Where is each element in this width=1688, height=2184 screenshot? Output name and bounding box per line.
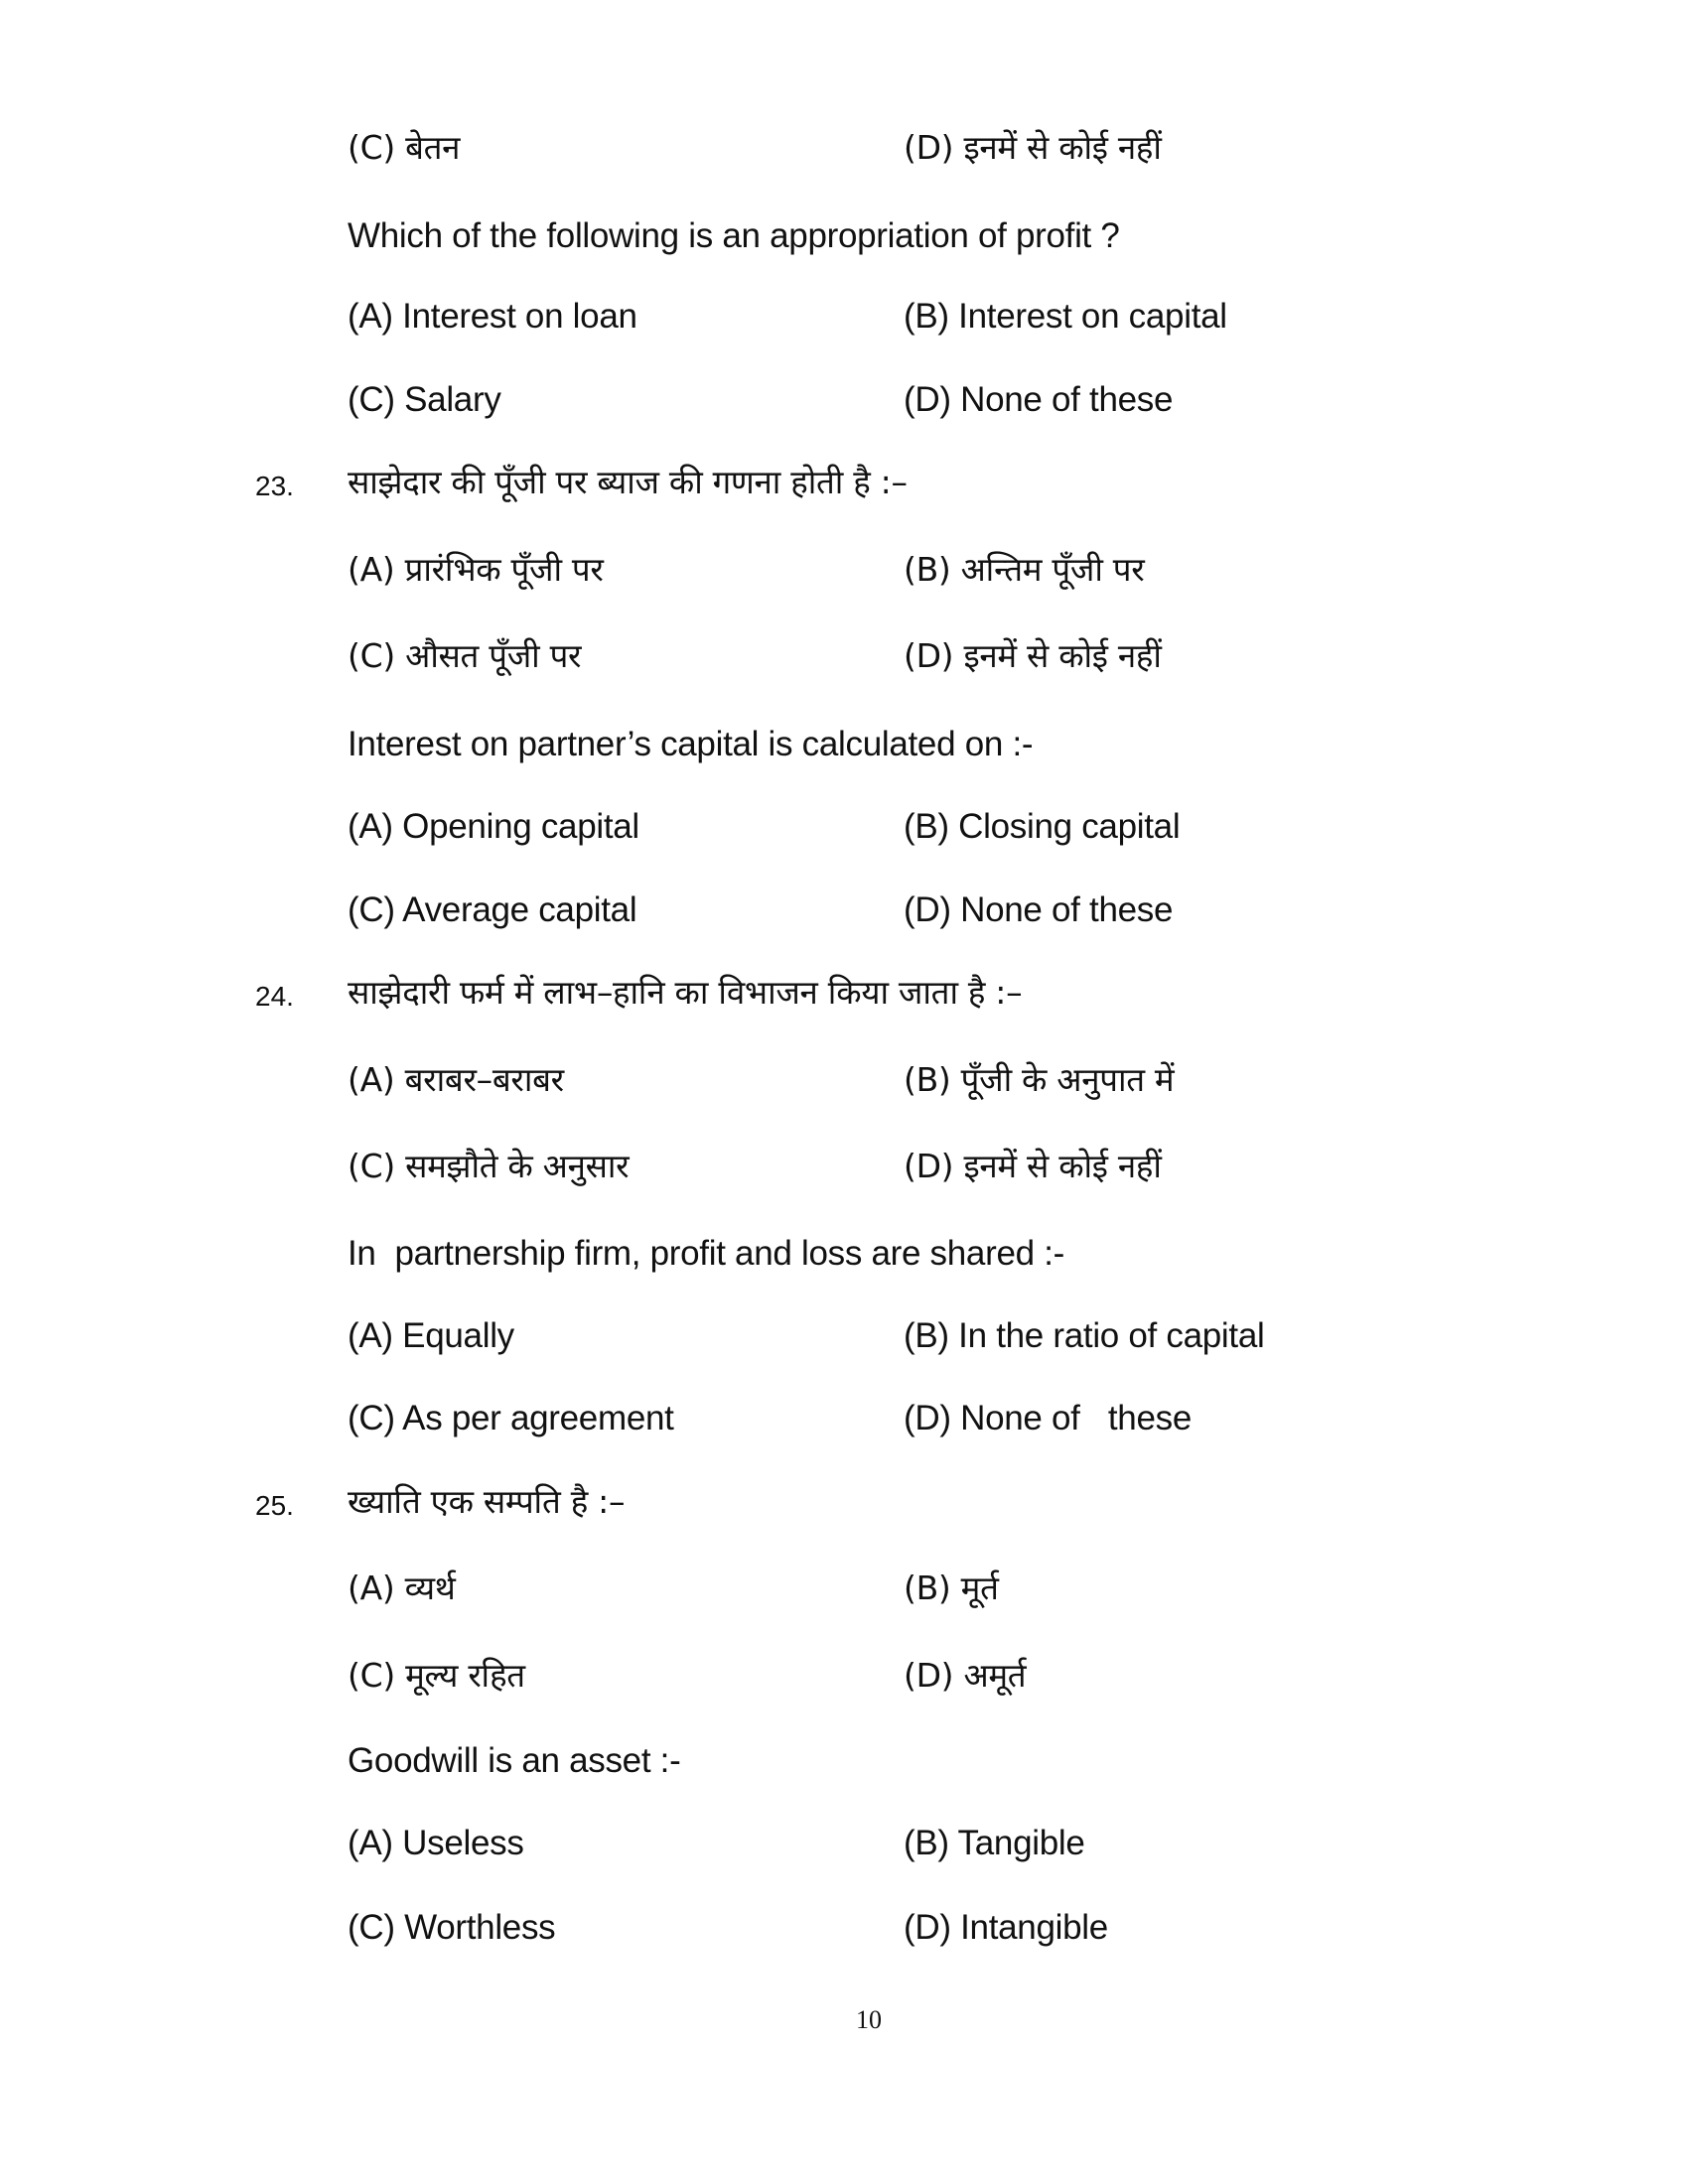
option-left: (A) बराबर–बराबर xyxy=(348,1060,564,1099)
option-left: (A) व्यर्थ xyxy=(348,1569,456,1607)
option-right: (D) None of these xyxy=(904,890,1174,929)
option-right: (D) इनमें से कोई नहीं xyxy=(904,128,1162,167)
option-right: (B) अन्तिम पूँजी पर xyxy=(904,550,1145,589)
question-text-hindi: साझेदारी फर्म में लाभ–हानि का विभाजन किया जाता है :– xyxy=(348,973,1023,1012)
option-left: (C) समझौते के अनुसार xyxy=(348,1147,630,1185)
option-left: (C) औसत पूँजी पर xyxy=(348,636,582,675)
option-left: (C) Salary xyxy=(348,380,501,419)
option-left: (A) Useless xyxy=(348,1824,524,1862)
option-right: (D) None of these xyxy=(904,1399,1192,1437)
option-left: (A) प्रारंभिक पूँजी पर xyxy=(348,550,604,589)
question-text-english: Goodwill is an asset :- xyxy=(348,1741,681,1780)
option-right: (B) Tangible xyxy=(904,1824,1085,1862)
option-right: (B) Closing capital xyxy=(904,807,1181,846)
option-left: (A) Interest on loan xyxy=(348,297,637,336)
option-left: (C) मूल्य रहित xyxy=(348,1656,525,1695)
option-right: (B) In the ratio of capital xyxy=(904,1316,1265,1355)
question-number: 23. xyxy=(255,471,294,501)
option-right: (B) Interest on capital xyxy=(904,297,1227,336)
question-text-hindi: ख्याति एक सम्पति है :– xyxy=(348,1482,626,1521)
option-left: (A) Equally xyxy=(348,1316,514,1355)
option-left: (C) Average capital xyxy=(348,890,637,929)
question-text-english: Interest on partner’s capital is calculated on :- xyxy=(348,725,1034,763)
option-left: (A) Opening capital xyxy=(348,807,639,846)
option-right: (B) मूर्त xyxy=(904,1569,999,1607)
question-text-english: Which of the following is an appropriation of profit ? xyxy=(348,216,1120,255)
option-right: (D) अमूर्त xyxy=(904,1656,1027,1695)
option-right: (D) इनमें से कोई नहीं xyxy=(904,1147,1162,1185)
question-text-hindi: साझेदार की पूँजी पर ब्याज की गणना होती है :– xyxy=(348,463,908,501)
option-right: (D) इनमें से कोई नहीं xyxy=(904,636,1162,675)
question-number: 25. xyxy=(255,1490,294,1521)
option-left: (C) Worthless xyxy=(348,1908,556,1947)
option-right: (B) पूँजी के अनुपात में xyxy=(904,1060,1175,1099)
option-left: (C) As per agreement xyxy=(348,1399,674,1437)
page-number: 10 xyxy=(856,2005,882,2034)
option-right: (D) Intangible xyxy=(904,1908,1108,1947)
option-right: (D) None of these xyxy=(904,380,1174,419)
question-number: 24. xyxy=(255,981,294,1012)
question-text-english: In partnership firm, profit and loss are shared :- xyxy=(348,1234,1064,1273)
option-left: (C) बेतन xyxy=(348,128,461,167)
